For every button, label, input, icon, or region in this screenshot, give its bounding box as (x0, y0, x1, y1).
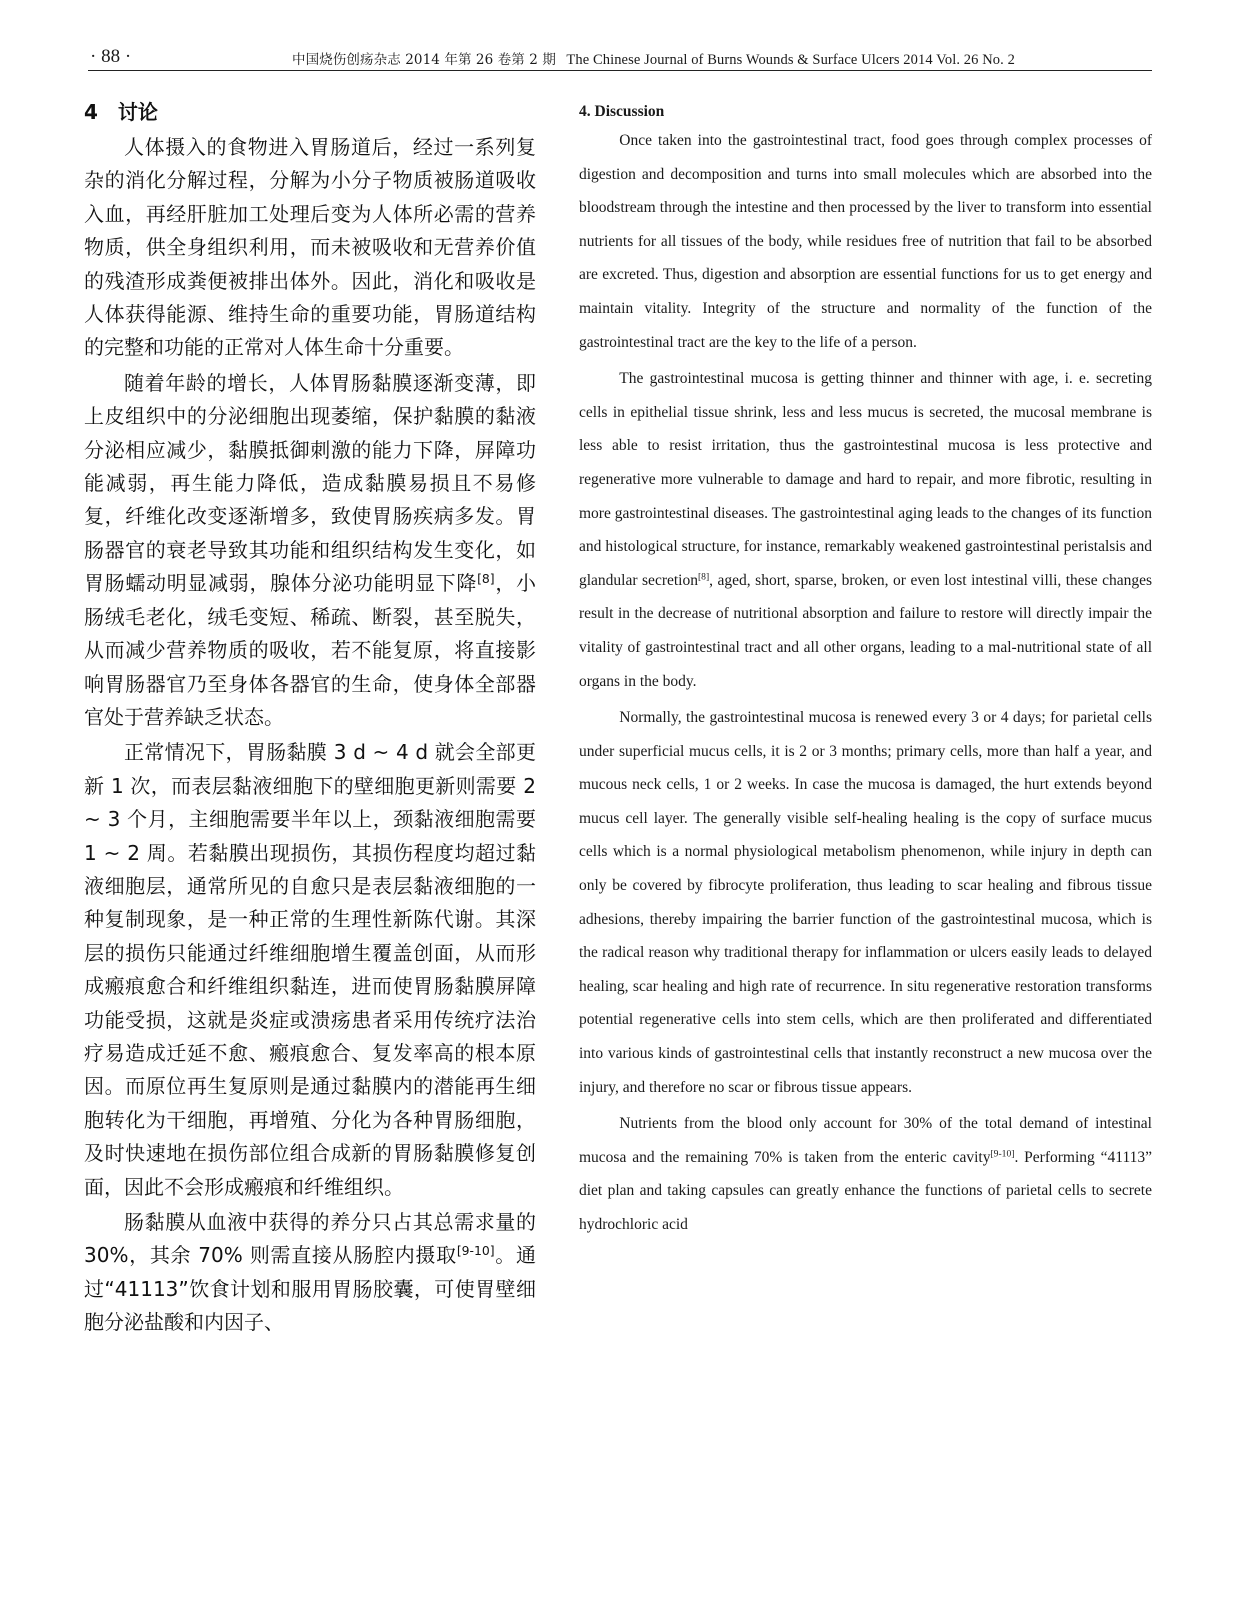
paragraph-en-2-text-b: , aged, short, sparse, broken, or even lost intestinal villi, these changes result in the decrease of nutritional absorption and failure to restore will directly impair the vitality of gastrointestinal tract and all other organs, leading to a mal-nutritional state of all organs in the body. (579, 571, 1153, 690)
paragraph-en-2 (579, 362, 1152, 698)
journal-title-en: The Chinese Journal of Burns Wounds & Surface Ulcers 2014 Vol. 26 No. 2 (566, 52, 1015, 68)
paragraph-zh-2-text-b: ，小肠绒毛老化，绒毛变短、稀疏、断裂，甚至脱失，从而减少营养物质的吸收，若不能复原，将直接影响胃肠器官乃至身体各器官的生命，使身体全部器官处于营养缺乏状态。 (84, 571, 536, 729)
citation-ref-9-10-zh: [9-10] (456, 1243, 495, 1259)
section-title-zh: 讨论 (117, 100, 158, 124)
paragraph-en-2-text-a: The gastrointestinal mucosa is getting thinner and thinner with age, i. e. secreting cells in epithelial tissue shrink, less and less mucus is secreted, the mucosal membrane is less able to resist irritation, thus the gastrointestinal mucosa is less protective and regenerative more vulnerable to damage and hard to repair, and more fibrotic, resulting in more gastrointestinal diseases. The gastrointestinal aging leads to the changes of its function and histological structure, for instance, remarkably weakened gastrointestinal peristalsis and glandular secretion (579, 370, 1152, 589)
paragraph-en-4-text-b: . Performing “41113” diet plan and taking capsules can greatly enhance the functions of parietal cells to secrete hydrochloric acid (579, 1148, 1152, 1233)
running-head (292, 48, 1152, 69)
journal-title-zh: 中国烧伤创疡杂志 2014 年第 26 卷第 2 期 (292, 52, 556, 68)
paragraph-en-4-text-a: Nutrients from the blood only account for 30% of the total demand of intestinal mucosa and the remaining 70% is taken from the enteric cavity (579, 1115, 1152, 1166)
paragraph-zh-4-text-b: 。通过“41113”饮食计划和服用胃肠胶囊，可使胃壁细胞分泌盐酸和内因子、 (84, 1243, 537, 1335)
section-heading-zh (84, 96, 536, 129)
citation-ref-8-zh: [8] (477, 571, 495, 587)
citation-ref-8-en: [8] (697, 571, 710, 583)
paragraph-zh-2 (84, 367, 536, 734)
paragraph-en-1: Once taken into the gastrointestinal tract, food goes through complex processes of digestion and decomposition and turns into small molecules which are absorbed into the bloodstream through the intestine and then processed by the liver to transform into essential nutrients for all tissues of the body, while residues free of nutrition that fail to be absorbed are excreted. Thus, digestion and absorption are essential functions for us to get energy and maintain vitality. Integrity of the structure and normality of the function of the gastrointestinal tract are the key to the life of a person. (579, 132, 1152, 351)
paragraph-zh-2-text-a: 随着年龄的增长，人体胃肠黏膜逐渐变薄，即上皮组织中的分泌细胞出现萎缩，保护黏膜的黏液分泌相应减少，黏膜抵御刺激的能力下降，屏障功能减弱，再生能力降低，造成黏膜易损且不易修复，纤维化改变逐渐增多，致使胃肠疾病多发。胃肠器官的衰老导致其功能和组织结构发生变化，如胃肠蠕动明显减弱，腺体分泌功能明显下降 (84, 370, 536, 596)
paragraph-zh-3: 正常情况下，胃肠黏膜 3 d ~ 4 d 就会全部更新 1 次，而表层黏液细胞下的壁细胞更新则需要 2 ~ 3 个月，主细胞需要半年以上，颈黏液细胞需要 1 ~ 2 周。若黏膜出现损伤，其损伤程度均超过黏液细胞层，通常所见的自愈只是表层黏液细胞的一种复制现象，是一种正常的生理性新陈代谢。其深层的损伤只能通过纤维细胞增生覆盖创面，从而形成瘢痕愈合和纤维组织黏连，进而使胃肠黏膜屏障功能受损，这就是炎症或溃疡患者采用传统疗法治疗易造成迁延不愈、瘢痕愈合、复发率高的根本原因。而原位再生复原则是通过黏膜内的潜能再生细胞转化为干细胞，再增殖、分化为各种胃肠细胞，及时快速地在损伤部位组合成新的胃肠黏膜修复创面，因此不会形成瘢痕和纤维组织。 (84, 740, 536, 1199)
paragraph-zh-4-text-a: 肠黏膜从血液中获得的养分只占其总需求量的 30%，其余 70% 则需直接从肠腔内摄取 (84, 1210, 536, 1268)
paragraph-en-4 (579, 1107, 1152, 1241)
paragraph-zh-4 (84, 1206, 536, 1340)
section-heading-en: 4. Discussion (579, 103, 665, 120)
english-column (579, 100, 1152, 1245)
paragraph-zh-1: 人体摄入的食物进入胃肠道后，经过一系列复杂的消化分解过程，分解为小分子物质被肠道吸收入血，再经肝脏加工处理后变为人体所必需的营养物质，供全身组织利用，而未被吸收和无营养价值的残渣形成粪便被排出体外。因此，消化和吸收是人体获得能源、维持生命的重要功能，胃肠道结构的完整和功能的正常对人体生命十分重要。 (84, 135, 536, 360)
chinese-column (84, 96, 536, 1342)
page-number: · 88 · (90, 46, 132, 67)
paragraph-en-3: Normally, the gastrointestinal mucosa is renewed every 3 or 4 days; for parietal cells under superficial mucus cells, it is 2 or 3 months; primary cells, more than half a year, and mucous neck cells, 1 or 2 weeks. In case the mucosa is damaged, the hurt extends beyond mucus cell layer. The generally visible self-healing healing is the copy of surface mucus cells which is a normal physiological metabolism phenomenon, while injury in depth can only be covered by fibrocyte proliferation, thus leading to scar healing and fibrous tissue adhesions, thereby impairing the barrier function of the gastrointestinal mucosa, which is the radical reason why traditional therapy for inflammation or ulcers easily leads to delayed healing, scar healing and high rate of recurrence. In situ regenerative restoration transforms potential regenerative cells into stem cells, which are then proliferated and differentiated into various kinds of gastrointestinal cells that instantly reconstruct a new mucosa over the injury, and therefore no scar or fibrous tissue appears. (579, 709, 1152, 1096)
header-rule (88, 70, 1152, 71)
citation-ref-9-10-en: [9-10] (990, 1148, 1015, 1160)
section-number-zh: 4 (84, 100, 98, 124)
